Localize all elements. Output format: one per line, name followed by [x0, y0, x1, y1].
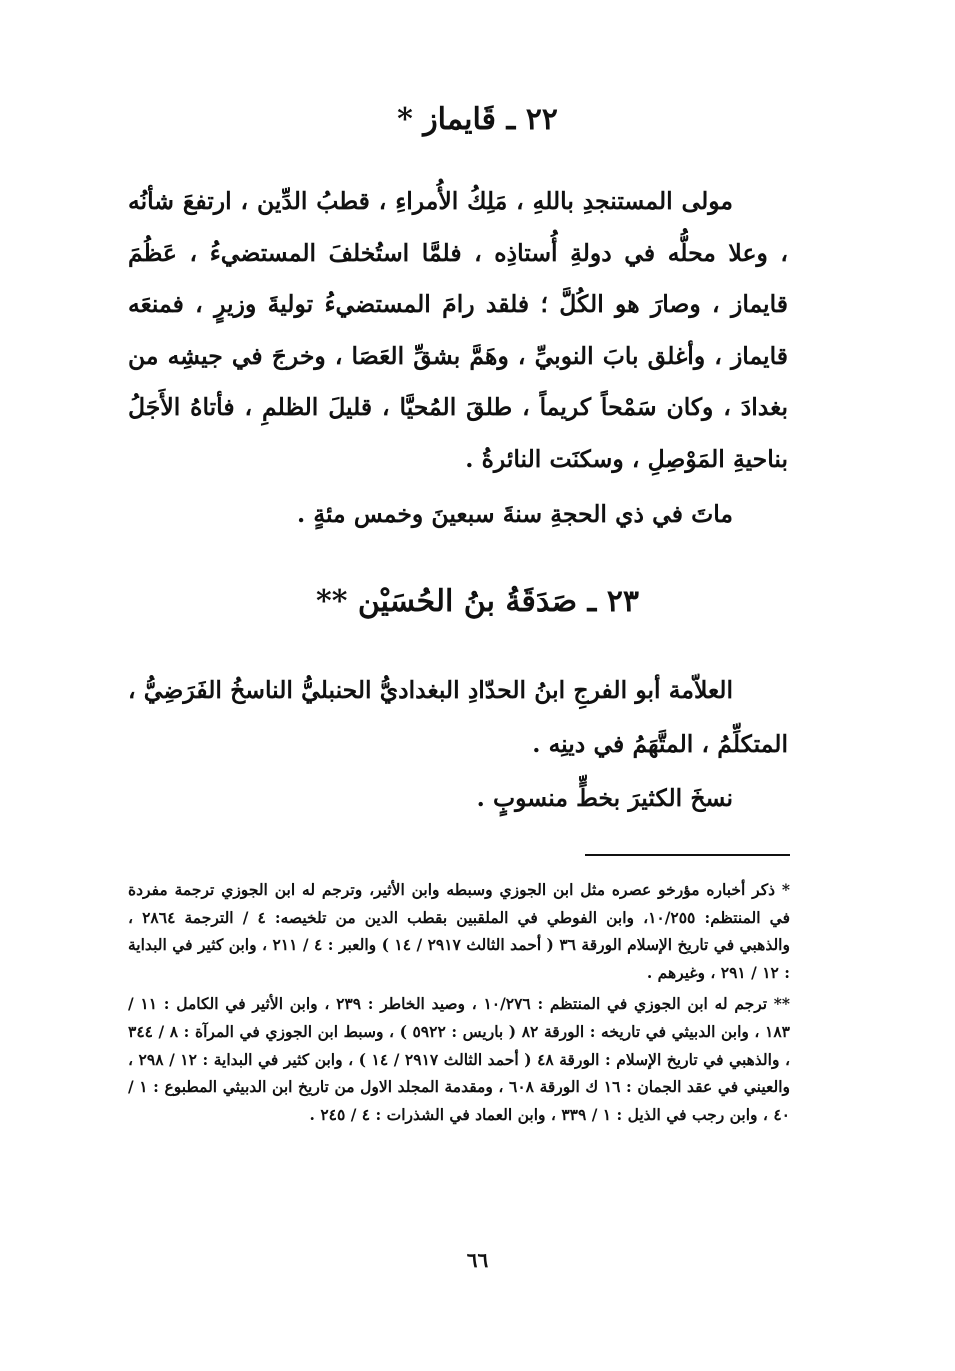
entry-heading-23: ٢٣ ـ صَدَقَةُ بنُ الحُسَيْن **: [316, 584, 639, 619]
footnote-2: ** ترجم له ابن الجوزي في المنتظم : ١٠/٢٧٦ ، وصيد الخاطر : ٢٣٩ ، وابن الأثير في الكامل : ١١ / ١٨٣ ، وابن الدبيثي في تاريخه : الورقة ٨٢ ( باريس : ٥٩٢٢ ) ، وسبط ابن الجوزي في المرآة : ٨ / ٣٤٤ ، والذهبي في تاريخ الإسلام : الورقة ٤٨ ( أحمد الثالث ٢٩١٧ / ١٤ ) ، وابن كثير في البداية : ١٢ / ٢٩٨ ، والعيني في عقد الجمان : ١٦ ك الورقة ٦٠٨ ، ومقدمة المجلد الاول من تاريخ ابن الدبيثي المطبوع : ١ / ٤٠ ، وابن رجب في الذيل : ١ / ٣٣٩ ، وابن العماد في الشذرات : ٤ / ٢٤٥ .: [128, 994, 791, 1124]
entry-22-paragraph-2: ماتَ في ذي الحجةِ سنةَ سبعينَ وخمس مئةٍ .: [297, 500, 733, 528]
entry-23-body: [128, 663, 788, 825]
footnotes: [128, 876, 790, 1128]
entry-heading-22: ٢٢ ـ قَايماز *: [397, 102, 558, 137]
entry-23-paragraph-1: العلاّمة أبو الفرجِ ابنُ الحدّادِ البغداديُّ الحنبليُّ الناسخُ الفَرَضِيُّ ، المتكلِّمُ ، المتَّهَمُ في دينِه .: [128, 676, 788, 758]
entry-23-paragraph-2: نسخَ الكثيرَ بخطٍّ منسوبٍ .: [476, 784, 733, 812]
footnote-1: * ذكر أخباره مؤرخو عصره مثل ابن الجوزي وسبطه وابن الأثير، وترجم له ابن الجوزي ترجمة مفردة في المنتظم: ١٠/٢٥٥، وابن الفوطي في الملقبين بقطب الدين من تلخيصه: ٤ / الترجمة ٢٨٦٤ ، والذهبي في تاريخ الإسلام الورقة ٣٦ ( أحمد الثالث ٢٩١٧ / ١٤ ) والعبر : ٤ / ٢١١ ، وابن كثير في البداية : ١٢ / ٢٩١ ، وغيرهم .: [128, 880, 790, 982]
page-number: ٦٦: [466, 1248, 489, 1272]
entry-22-paragraph-1: مولى المستنجدِ باللهِ ، مَلِكُ الأُمراءِ ، قطبُ الدِّين ، ارتفعَ شأنُه ، وعلا محلُّه في دولةِ أُستاذِه ، فلمَّا استُخلفَ المستضيءُ ، عَظُمَ قايماز ، وصارَ هو الكُلَّ ؛ فلقد رامَ المستضيءُ توليةَ وزيرٍ ، فمنعَه قايماز ، وأغلق بابَ النوبيِّ ، وهَمَّ بشقِّ العَصَا ، وخرجَ في جيشِه من بغدادَ ، وكان سَمْحاً كريماً ، طلقَ المُحيَّا ، قليلَ الظلمِ ، فأتاهُ الأَجَلُ بناحيةِ المَوْصِلِ ، وسكنَت النائرةُ .: [128, 187, 788, 473]
footnote-separator: [585, 854, 790, 856]
entry-22-body: [128, 176, 788, 541]
